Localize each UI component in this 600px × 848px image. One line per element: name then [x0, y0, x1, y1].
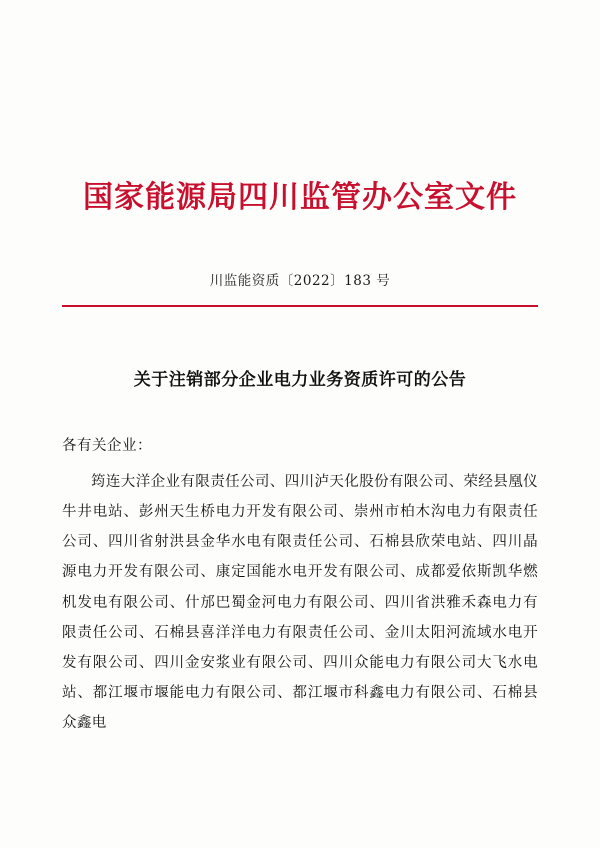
document-subject-heading: 关于注销部分企业电力业务资质许可的公告	[133, 370, 467, 390]
salutation-line: 各有关企业：	[62, 438, 152, 454]
body-paragraph: 筠连大洋企业有限责任公司、四川泸天化股份有限公司、荣经县凰仪牛井电站、彭州天生桥电力开发有限公司、崇州市柏木沟电力有限责任公司、四川省射洪县金华水电有限责任公司、石棉县欣荣电站、四川晶源电力开发有限公司、康定国能水电开发有限公司、成都爱依斯凯华燃机发电有限公司、什邡巴蜀金河电力有限公司、四川省洪雅禾森电力有限责任公司、石棉县喜洋洋电力有限责任公司、金川太阳河流域水电开发有限公司、四川金安浆业有限公司、四川众能电力有限公司大飞水电站、都江堰市堰能电力有限公司、都江堰市科鑫电力有限公司、石棉县众鑫电	[62, 474, 538, 732]
document-number: 川监能资质〔2022〕183 号	[209, 273, 391, 289]
document-title: 国家能源局四川监管办公室文件	[83, 180, 517, 215]
